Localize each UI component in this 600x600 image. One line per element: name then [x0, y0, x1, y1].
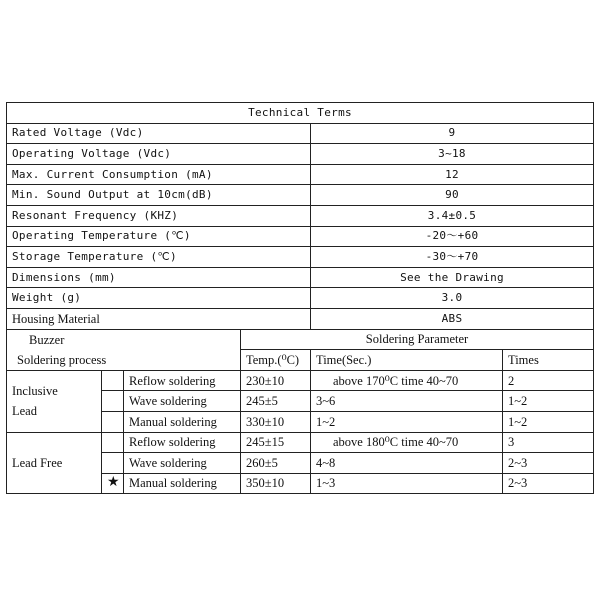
process-cell: Wave soldering: [124, 391, 241, 412]
time-cell: 1~3: [311, 473, 503, 494]
times-cell: 1~2: [503, 391, 594, 412]
soldering-header-row: [7, 329, 594, 350]
group-name-line1: Lead Free: [12, 455, 63, 470]
technical-terms-header-row: [7, 103, 594, 124]
spec-label: Rated Voltage (Vdc): [7, 123, 311, 144]
mark-cell: [102, 370, 124, 391]
soldering-row: [7, 370, 594, 391]
group-name-line1: Inclusive: [12, 384, 58, 399]
spec-value: 12: [311, 164, 594, 185]
group-inclusive-lead: [7, 370, 102, 432]
spec-row: [7, 144, 594, 165]
temp-cell: 245±15: [241, 432, 311, 453]
star-mark-icon: ★: [102, 473, 124, 494]
time-cell: 1~2: [311, 411, 503, 432]
spec-value: 9: [311, 123, 594, 144]
process-cell: Manual soldering: [124, 473, 241, 494]
process-cell: Manual soldering: [124, 411, 241, 432]
spec-row: [7, 205, 594, 226]
mark-cell: [102, 432, 124, 453]
spec-value: -20〜+60: [311, 226, 594, 247]
temp-cell: 330±10: [241, 411, 311, 432]
times-cell: 2~3: [503, 473, 594, 494]
group-name-line2: Lead: [12, 404, 37, 419]
soldering-parameter-title: Soldering Parameter: [241, 329, 594, 350]
times-cell: 3: [503, 432, 594, 453]
temp-cell: 245±5: [241, 391, 311, 412]
soldering-row: [7, 432, 594, 453]
times-cell: 2~3: [503, 453, 594, 474]
corner-buzzer: Buzzer: [7, 329, 241, 350]
col-times-header: Times: [503, 350, 594, 371]
group-lead-free: [7, 432, 102, 494]
time-cell: above 170⁰C time 40~70: [311, 370, 503, 391]
spec-label: Dimensions (mm): [7, 267, 311, 288]
spec-row: [7, 226, 594, 247]
technical-terms-title: Technical Terms: [7, 103, 594, 124]
spec-value: See the Drawing: [311, 267, 594, 288]
spec-value: 3.4±0.5: [311, 205, 594, 226]
spec-row: [7, 185, 594, 206]
corner-soldering-process: Soldering process: [7, 350, 241, 371]
soldering-columns-row: [7, 350, 594, 371]
spec-label: Weight (g): [7, 288, 311, 309]
process-cell: Reflow soldering: [124, 432, 241, 453]
mark-cell: [102, 411, 124, 432]
mark-cell: [102, 391, 124, 412]
spec-label: Min. Sound Output at 10cm(dB): [7, 185, 311, 206]
spec-value: ABS: [311, 308, 594, 329]
spec-value: 3~18: [311, 144, 594, 165]
spec-row: [7, 267, 594, 288]
col-temp-header: Temp.(⁰C): [241, 350, 311, 371]
time-cell: 3~6: [311, 391, 503, 412]
spec-label: Max. Current Consumption (mA): [7, 164, 311, 185]
mark-cell: [102, 453, 124, 474]
spec-row: [7, 123, 594, 144]
times-cell: 1~2: [503, 411, 594, 432]
temp-cell: 230±10: [241, 370, 311, 391]
spec-value: 3.0: [311, 288, 594, 309]
temp-cell: 350±10: [241, 473, 311, 494]
process-cell: Wave soldering: [124, 453, 241, 474]
spec-row: [7, 247, 594, 268]
process-cell: Reflow soldering: [124, 370, 241, 391]
col-time-header: Time(Sec.): [311, 350, 503, 371]
temp-cell: 260±5: [241, 453, 311, 474]
spec-row: [7, 164, 594, 185]
spec-label: Operating Voltage (Vdc): [7, 144, 311, 165]
spec-label: Operating Temperature (℃): [7, 226, 311, 247]
spec-label: Storage Temperature (℃): [7, 247, 311, 268]
spec-label: Resonant Frequency (KHZ): [7, 205, 311, 226]
spec-label: Housing Material: [7, 308, 311, 329]
spec-value: -30〜+70: [311, 247, 594, 268]
time-cell: above 180⁰C time 40~70: [311, 432, 503, 453]
spec-row: [7, 288, 594, 309]
times-cell: 2: [503, 370, 594, 391]
spec-row: [7, 308, 594, 329]
spec-table: [6, 102, 594, 494]
time-cell: 4~8: [311, 453, 503, 474]
spec-value: 90: [311, 185, 594, 206]
